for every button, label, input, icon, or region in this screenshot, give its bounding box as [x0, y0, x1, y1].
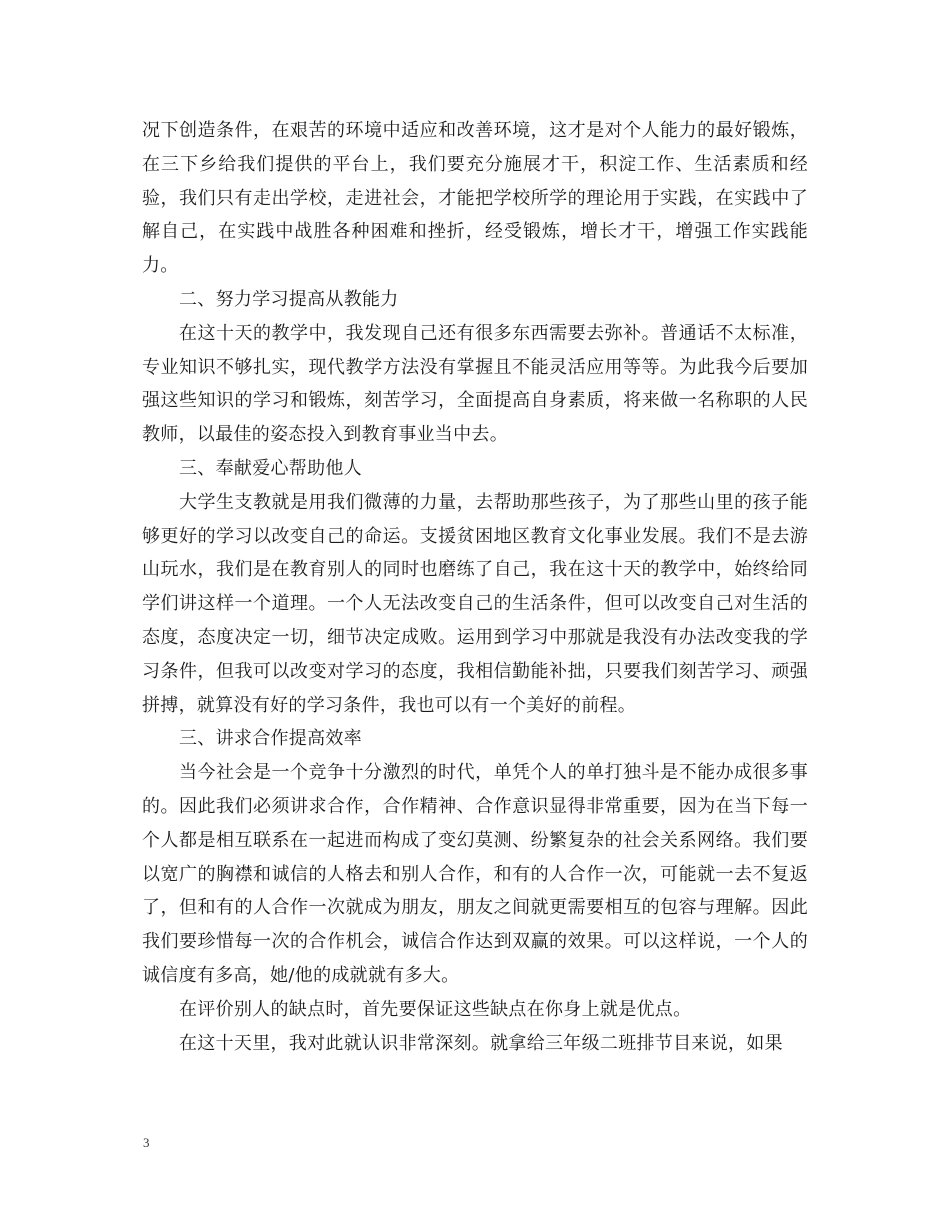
section-heading-cooperation: 三、讲求合作提高效率: [179, 728, 362, 750]
section-heading-dedication: 三、奉献爱心帮助他人: [179, 457, 362, 479]
paragraph-dedication: 大学生支教就是用我们微薄的力量，去帮助那些孩子，为了那些山里的孩子能够更好的学习以改变自己的命运。支援贫困地区教育文化事业发展。我们不是去游山玩水，我们是在教育别人的同时也磨练了自己，我在这十天的教学中，始终给同学们讲这样一个道理。一个人无法改变自己的生活条件，但可以改变自己对生活的态度，态度决定一切，细节决定成败。运用到学习中那就是我没有办法改变我的学习条件，但我可以改变对学习的态度，我相信勤能补拙，只要我们刻苦学习、顽强拼搏，就算没有好的学习条件，我也可以有一个美好的前程。: [142, 491, 808, 716]
paragraph-continuation: 况下创造条件，在艰苦的环境中适应和改善环境，这才是对个人能力的最好锻炼，在三下乡给我们提供的平台上，我们要充分施展才干，积淀工作、生活素质和经验，我们只有走出学校，走进社会，才能把学校所学的理论用于实践，在实践中了解自己，在实践中战胜各种困难和挫折，经受锻炼，增长才干，增强工作实践能力。: [142, 120, 808, 277]
section-heading-study: 二、努力学习提高从教能力: [179, 288, 399, 310]
page-number: 3: [143, 1135, 150, 1150]
paragraph-evaluation: 在评价别人的缺点时，首先要保证这些缺点在你身上就是优点。: [179, 998, 692, 1020]
paragraph-ten-days: 在这十天里，我对此就认识非常深刻。就拿给三年级二班排节目来说，如果: [179, 1032, 783, 1054]
document-body: [142, 114, 808, 1060]
paragraph-study: 在这十天的教学中，我发现自己还有很多东西需要去弥补。普通话不太标准，专业知识不够扎实，现代教学方法没有掌握且不能灵活应用等等。为此我今后要加强这些知识的学习和锻炼，刻苦学习，全面提高自身素质，将来做一名称职的人民教师，以最佳的姿态投入到教育事业当中去。: [142, 322, 808, 446]
paragraph-cooperation: 当今社会是一个竞争十分激烈的时代，单凭个人的单打独斗是不能办成很多事的。因此我们必须讲求合作，合作精神、合作意识显得非常重要，因为在当下每一个人都是相互联系在一起进而构成了变幻莫测、纷繁复杂的社会关系网络。我们要以宽广的胸襟和诚信的人格去和别人合作，和有的人合作一次，可能就一去不复返了，但和有的人合作一次就成为朋友，朋友之间就更需要相互的包容与理解。因此我们要珍惜每一次的合作机会，诚信合作达到双赢的效果。可以这样说，一个人的诚信度有多高，她/他的成就就有多大。: [142, 762, 808, 986]
